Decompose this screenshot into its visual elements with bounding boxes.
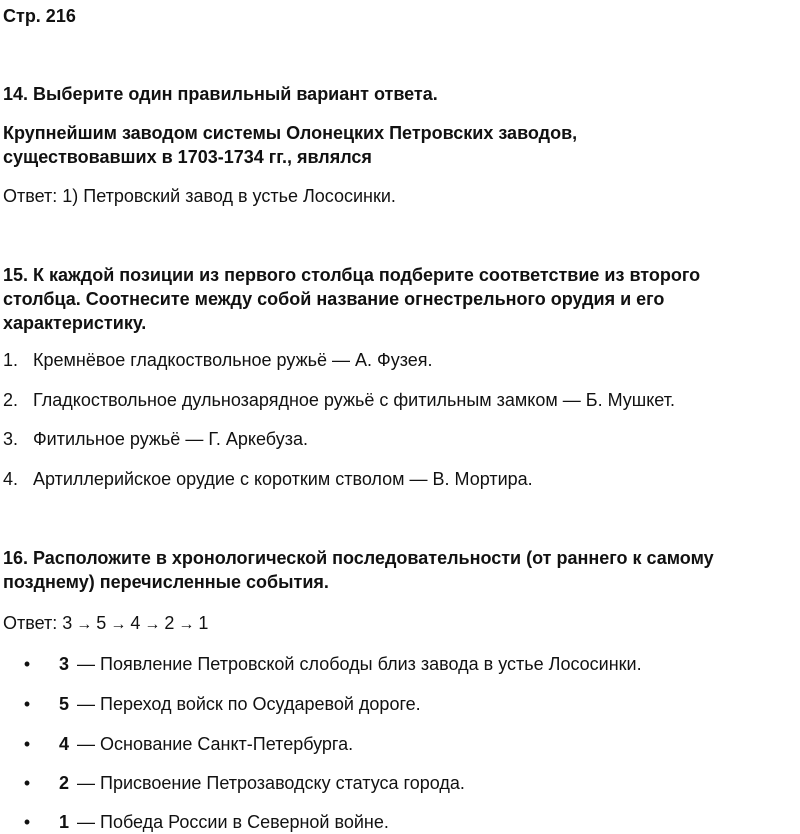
q15-title-line-3: характеристику.	[3, 313, 147, 333]
arrow-right-icon: →	[76, 616, 93, 633]
bullet-icon: •	[23, 654, 31, 674]
q15-list-item	[3, 427, 308, 451]
event-text: — Присвоение Петрозаводску статуса города.	[77, 773, 465, 793]
q14-title: 14. Выберите один правильный вариант ответа.	[3, 84, 438, 104]
arrow-right-icon: →	[110, 616, 127, 633]
list-item-number: 1.	[3, 350, 19, 370]
q14-question-line-1: Крупнейшим заводом системы Олонецких Петровских заводов,	[3, 123, 578, 143]
event-text: — Появление Петровской слободы близ завода в устье Лососинки.	[77, 654, 642, 674]
sequence-step: 5	[96, 613, 107, 633]
event-code: 4	[59, 734, 70, 754]
q15-list-item	[3, 388, 675, 412]
q16-answer-label: Ответ:	[3, 613, 58, 633]
page-reference: Стр. 216	[3, 6, 76, 26]
q15-title-line-2: столбца. Соотнесите между собой название огнестрельного орудия и его	[3, 289, 665, 309]
q15-list-item	[3, 348, 433, 372]
event-code: 5	[59, 694, 70, 714]
bullet-icon: •	[23, 734, 31, 754]
list-item-number: 4.	[3, 469, 19, 489]
list-item-text: Гладкоствольное дульнозарядное ружьё с фитильным замком — Б. Мушкет.	[33, 390, 675, 410]
q14-answer: Ответ: 1) Петровский завод в устье Лососинки.	[3, 186, 396, 206]
q16-title-line-1: 16. Расположите в хронологической последовательности (от раннего к самому	[3, 548, 714, 568]
list-item-text: Кремнёвое гладкоствольное ружьё — А. Фузея.	[33, 350, 433, 370]
q16-title-line-2: позднему) перечисленные события.	[3, 572, 329, 592]
list-item-number: 3.	[3, 429, 19, 449]
list-item-text: Артиллерийское орудие с коротким стволом — В. Мортира.	[33, 469, 533, 489]
q15-title-line-1: 15. К каждой позиции из первого столбца подберите соответствие из второго	[3, 265, 701, 285]
arrow-right-icon: →	[144, 616, 161, 633]
bullet-icon: •	[23, 812, 31, 832]
arrow-right-icon: →	[178, 616, 195, 633]
q16-answer	[3, 611, 208, 637]
event-code: 3	[59, 654, 70, 674]
event-code: 1	[59, 812, 70, 832]
sequence-step: 1	[198, 613, 209, 633]
bullet-icon: •	[23, 773, 31, 793]
event-text: — Переход войск по Осударевой дороге.	[77, 694, 421, 714]
q15-list-item	[3, 467, 533, 491]
event-text: — Основание Санкт-Петербурга.	[77, 734, 354, 754]
list-item-text: Фитильное ружьё — Г. Аркебуза.	[33, 429, 308, 449]
event-text: — Победа России в Северной войне.	[77, 812, 389, 832]
list-item-number: 2.	[3, 390, 19, 410]
sequence-step: 3	[62, 613, 73, 633]
event-code: 2	[59, 773, 70, 793]
bullet-icon: •	[23, 694, 31, 714]
sequence-step: 2	[164, 613, 175, 633]
q14-question-line-2: существовавших в 1703-1734 гг., являлся	[3, 147, 372, 167]
sequence-step: 4	[130, 613, 141, 633]
